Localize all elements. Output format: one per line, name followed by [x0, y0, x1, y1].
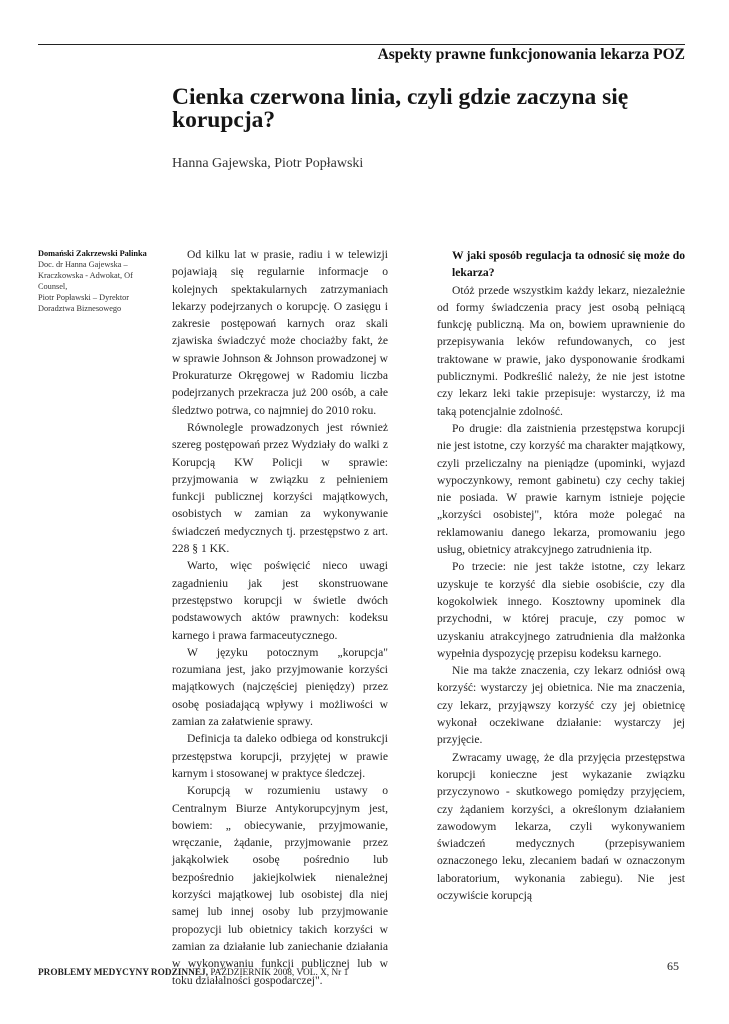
running-head: Aspekty prawne funkcjonowania lekarza POZ	[377, 46, 685, 63]
body-paragraph: Nie ma także znaczenia, czy lekarz odniósł ową korzyść: wystarczy jej obietnica. Nie ma znaczenia, czy lekarz, przyjąwszy korzyść czy jej obietnicę wykonał oczekiwane działanie: wystarczy jej przyjęcie.	[437, 664, 685, 747]
body-paragraph: Po drugie: dla zaistnienia przestępstwa korupcji nie jest istotne, czy korzyść ma charakter majątkowy, czyli przeliczalny na pieniądze (upominki, wyjazd wypoczynkowy, remont gabinetu) czy cechy takiej nie posiada. W prawie karnym istnieje pojęcie „korzyści osobistej", która może polegać na reklamowaniu danego lekarza, promowaniu jego usług, obietnicy atrakcyjnego zatrudnienia itp.	[437, 421, 685, 557]
body-paragraph: W języku potocznym „korupcja" rozumiana jest, jako przyjmowanie korzyści majątkowych (najczęściej pieniędzy) przez osobę posiadającą wpływy i możliwości w zamian za załatwienie sprawy.	[172, 645, 388, 729]
body-paragraph: Warto, więc poświęcić nieco uwagi zagadnieniu jak jest skonstruowane przestępstwo korupcji w świetle dwóch podstawowych aktów prawnych: kodeksu karnego i prawa farmaceutycznego.	[172, 559, 388, 642]
article-title: Cienka czerwona linia, czyli gdzie zaczyna się korupcja?	[172, 84, 629, 133]
affiliation-line: Doc. dr Hanna Gajewska – Kraczkowska - Adwokat, Of Counsel,	[38, 259, 133, 291]
right-text-column	[437, 247, 685, 904]
author-affiliation	[38, 249, 160, 314]
journal-issue: PAŹDZIERNIK 2008, VOL. X, Nr 1	[208, 968, 349, 978]
page-footer	[38, 967, 348, 979]
article-authors: Hanna Gajewska, Piotr Popławski	[172, 156, 364, 171]
page-number: 65	[667, 959, 679, 973]
body-paragraph: Korupcją w rozumieniu ustawy o Centralnym Biurze Antykorupcyjnym jest, bowiem: „ obiecywanie, przyjmowanie, wręczanie, żądanie, przyjmowanie przez jakąkolwiek osobę pośrednio lub bezpośrednio jakiejkolwiek nienależnej korzyści majątkowej lub osobistej dla niej samej lub innej osoby lub przyjmowanie propozycji lub obietnicy takich korzyści w zamian za działanie lub zaniechanie działania w wykonywaniu funkcji publicznej lub w toku działalności gospodarczej".	[172, 784, 388, 988]
journal-name: PROBLEMY MEDYCYNY RODZINNEJ,	[38, 968, 209, 978]
body-paragraph: Zwracamy uwagę, że dla przyjęcia przestępstwa korupcji konieczne jest wykazanie związku przyczynowo - skutkowego pomiędzy przyjęciem, czy żądaniem korzyści, a określonym działaniem zawodowym lekarza, czyli wykonywaniem świadczeń medycznych (przepisywaniem oznaczonego leku, zlecaniem badań w oznaczonym laboratorium, wykonania zabiegu). Nie jest oczywiście korupcją	[437, 750, 685, 902]
affiliation-firm: Domański Zakrzewski Palinka	[38, 249, 147, 258]
affiliation-line: Piotr Popławski – Dyrektor Doradztwa Biznesowego	[38, 292, 130, 313]
section-heading: W jaki sposób regulacja ta odnosić się może do lekarza?	[452, 249, 685, 280]
body-paragraph: Po trzecie: nie jest także istotne, czy lekarz uzyskuje te korzyść dla siebie osobiście, czy dla kogokolwiek innego. Kosztowny upominek dla przychodni, w której pracuje, czy pomoc w uzyskaniu atrakcyjnego zatrudnienia dla małżonka wypełnia dyspozycję przepisu kodeksu karnego.	[437, 560, 685, 660]
body-paragraph: Od kilku lat w prasie, radiu i w telewizji pojawiają się regularnie informacje o kolejnych spektakularnych zatrzymaniach lekarzy podejrzanych o korupcję. O zasięgu i zakresie postępowań karnych oraz skali zjawiska świadczyć może chociażby fakt, że w sprawie Johnson & Johnson prowadzonej w Prokuraturze Okręgowej w Radomiu liczba podejrzanych przekracza już 200 osób, a całe śledztwo potrwa, co najmniej do 2010 roku.	[172, 248, 388, 417]
body-paragraph: Równolegle prowadzonych jest również szereg postępowań przez Wydziały do walki z Korupcją KW Policji w sprawie: przyjmowania w związku z pełnieniem funkcji publicznej korzyści majątkowych, osobistych w zamian za wykonywanie świadczeń medycznych tj. przestępstwo z art. 228 § 1 KK.	[172, 420, 388, 556]
left-text-column	[172, 246, 388, 990]
body-paragraph: Definicja ta daleko odbiega od konstrukcji przestępstwa korupcji, przyjętej w prawie karnym i stosowanej w praktyce śledczej.	[172, 732, 388, 780]
body-paragraph: Otóż przede wszystkim każdy lekarz, niezależnie od formy świadczenia pracy jest osobą pełniącą funkcję publiczną. Ma on, bowiem uprawnienie do przepisywania leków refundowanych, co jest traktowane w prawie, jako dysponowanie środkami publicznymi. Podkreślić należy, że nie jest istotne czy lekarz leki takie przepisuje: wystarczy, iż ma taką potencjalnie zdolność.	[437, 283, 685, 418]
